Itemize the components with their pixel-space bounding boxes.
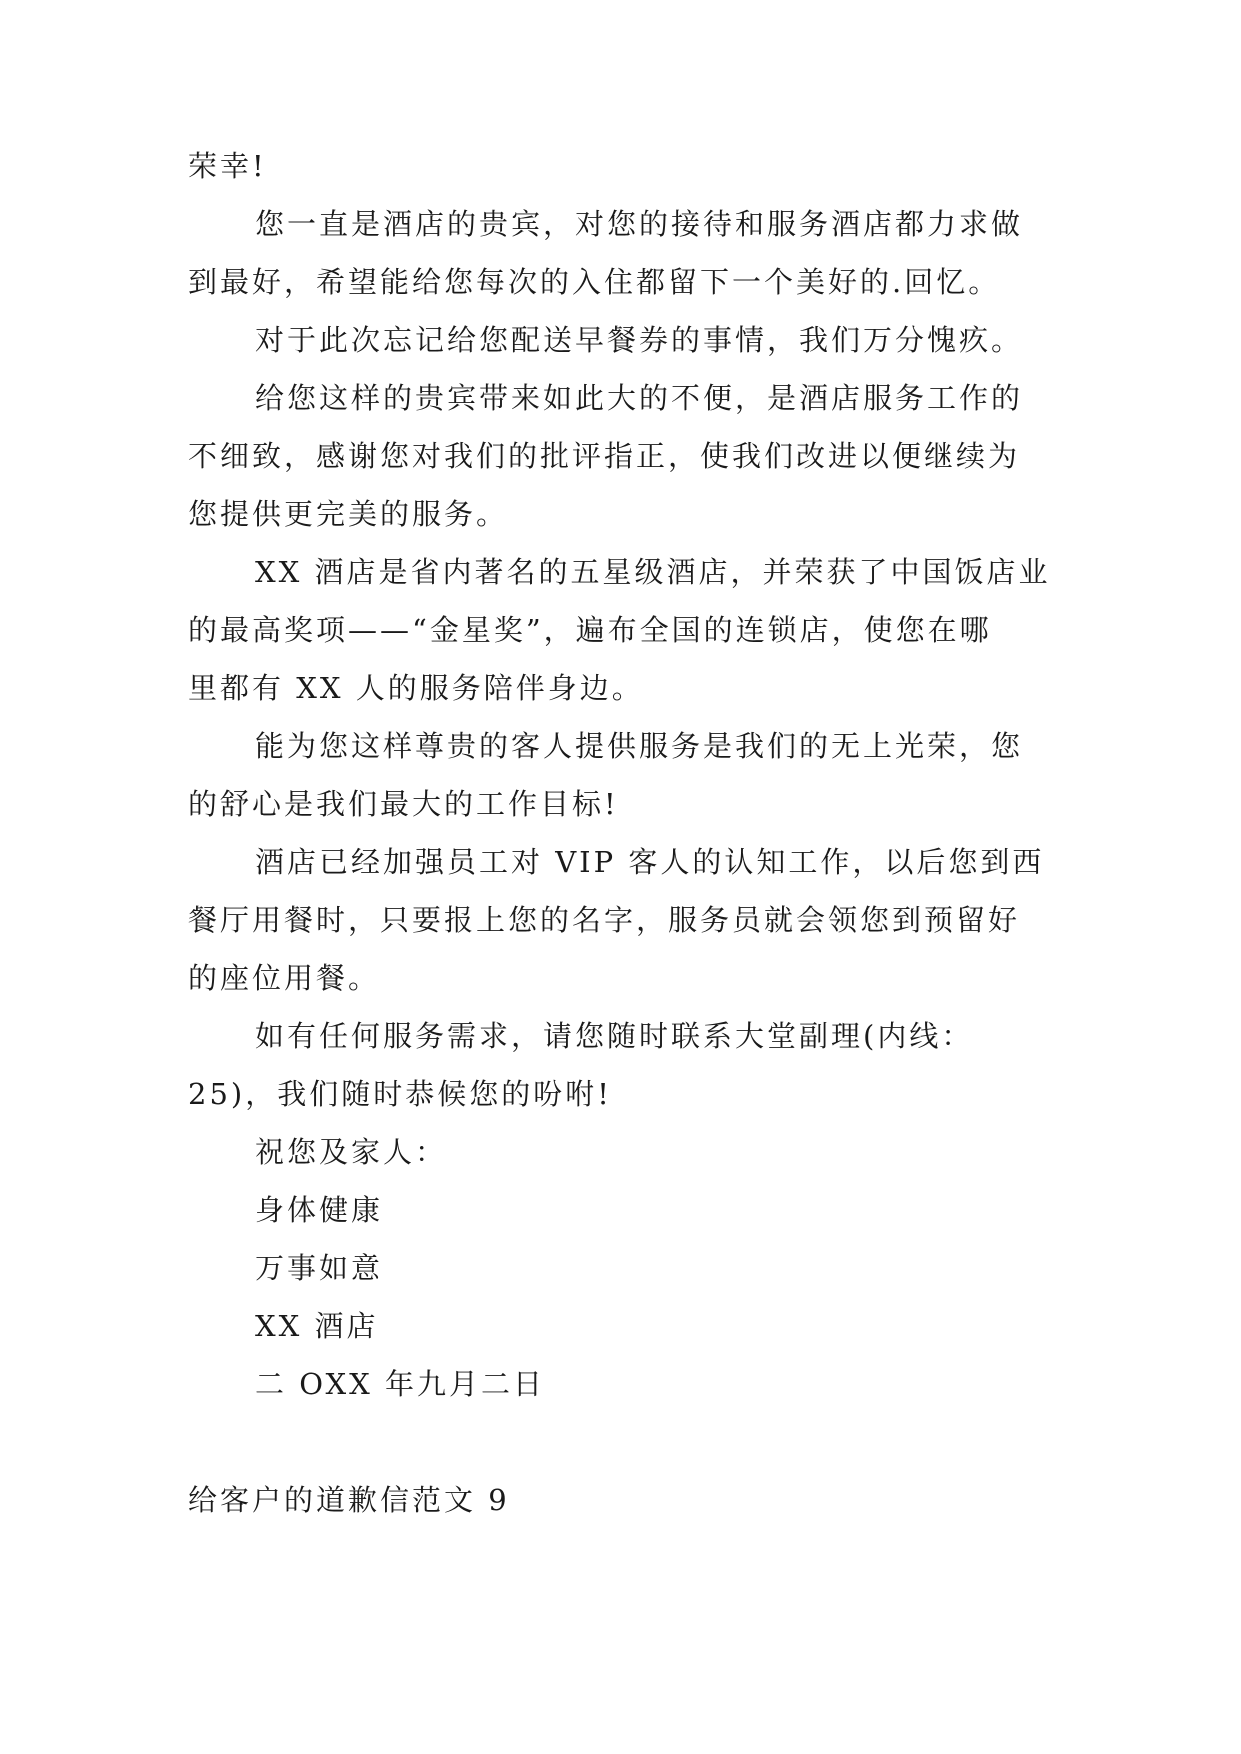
text-line: 到最好，希望能给您每次的入住都留下一个美好的.回忆。 [188, 265, 1001, 299]
text-line: 您一直是酒店的贵宾，对您的接待和服务酒店都力求做 [255, 207, 1024, 241]
text-line: 如有任何服务需求，请您随时联系大堂副理(内线： [255, 1019, 974, 1053]
text-line: 给您这样的贵宾带来如此大的不便，是酒店服务工作的 [255, 381, 1024, 415]
text-line: 能为您这样尊贵的客人提供服务是我们的无上光荣，您 [255, 729, 1024, 763]
text-line: 的最高奖项——“金星奖”，遍布全国的连锁店，使您在哪 [188, 613, 992, 647]
text-line: 对于此次忘记给您配送早餐券的事情，我们万分愧疚。 [255, 323, 1024, 357]
text-line: 里都有 XX 人的服务陪伴身边。 [188, 671, 644, 705]
text-line: 二 OXX 年九月二日 [255, 1367, 545, 1401]
text-line: 身体健康 [255, 1193, 384, 1227]
text-line: 的座位用餐。 [188, 961, 381, 995]
text-line: 的舒心是我们最大的工作目标! [188, 787, 619, 821]
text-line: 荣幸! [188, 149, 267, 183]
text-line: 酒店已经加强员工对 VIP 客人的认知工作，以后您到西 [255, 845, 1045, 879]
text-line: 25)，我们随时恭候您的吩咐! [188, 1077, 612, 1111]
text-line: 不细致，感谢您对我们的批评指正，使我们改进以便继续为 [188, 439, 1021, 473]
text-line: XX 酒店 [255, 1309, 379, 1343]
section-heading: 给客户的道歉信范文 9 [188, 1483, 510, 1517]
text-line: 万事如意 [255, 1251, 384, 1285]
text-line: 祝您及家人： [255, 1135, 448, 1169]
text-line: XX 酒店是省内著名的五星级酒店，并荣获了中国饭店业 [255, 555, 1051, 589]
text-line: 餐厅用餐时，只要报上您的名字，服务员就会领您到预留好 [188, 903, 1021, 937]
text-line: 您提供更完美的服务。 [188, 497, 509, 531]
